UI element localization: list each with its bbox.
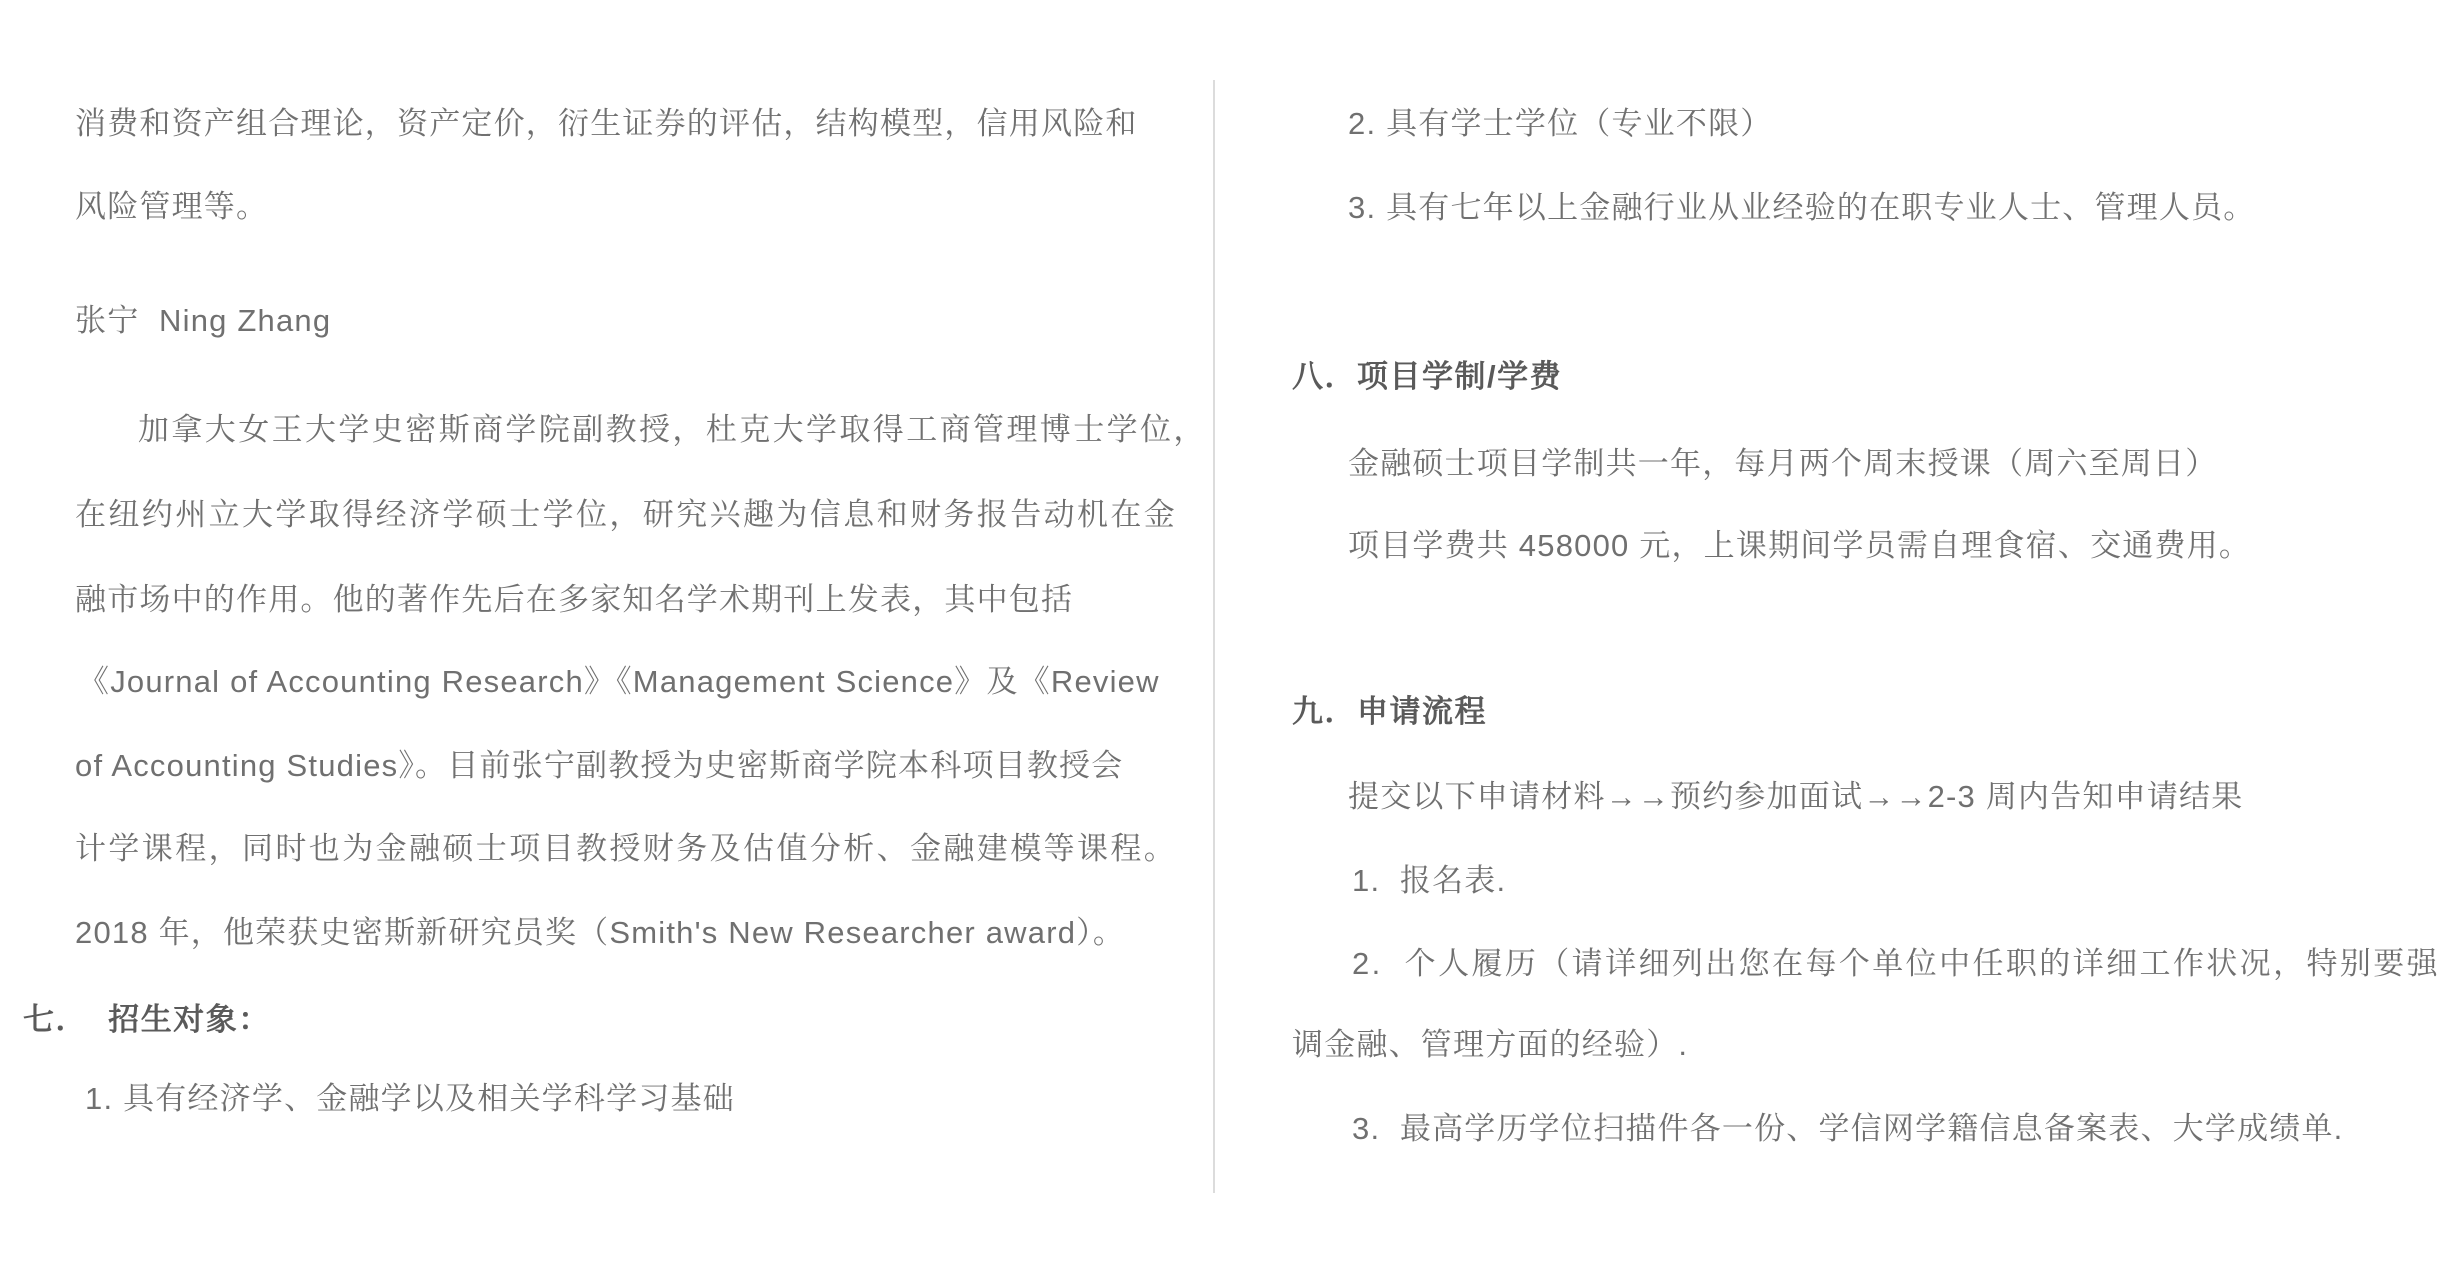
application-material-2: 2. 个人履历（请详细列出您在每个单位中任职的详细工作状况，特别要强 [1352, 946, 2441, 981]
bio-research-areas-line-1: 消费和资产组合理论，资产定价，衍生证券的评估，结构模型，信用风险和 [75, 106, 1138, 141]
application-steps-line: 提交以下申请材料→→预约参加面试→→2-3 周内告知申请结果 [1348, 779, 2244, 814]
section-9-heading-application-process: 九．申请流程 [1292, 694, 1487, 729]
enrollment-item-2: 2. 具有学士学位（专业不限） [1348, 106, 1773, 141]
page-column-divider [1213, 80, 1215, 1193]
application-material-1: 1. 报名表. [1352, 863, 1507, 898]
enrollment-item-3: 3. 具有七年以上金融行业从业经验的在职专业人士、管理人员。 [1348, 190, 2256, 225]
bio-research-areas-line-2: 风险管理等。 [75, 189, 269, 224]
program-duration-line: 金融硕士项目学制共一年，每月两个周末授课（周六至周日） [1348, 446, 2218, 481]
faculty-bio-line-5: of Accounting Studies》。目前张宁副教授为史密斯商学院本科项目教授会 [75, 748, 1124, 783]
program-tuition-line: 项目学费共 458000 元，上课期间学员需自理食宿、交通费用。 [1348, 528, 2252, 563]
faculty-bio-line-1: 加拿大女王大学史密斯商学院副教授，杜克大学取得工商管理博士学位， [138, 412, 1207, 447]
application-material-2-continued: 调金融、管理方面的经验）. [1292, 1027, 1689, 1062]
section-8-heading-duration-tuition: 八．项目学制/学费 [1292, 359, 1563, 394]
faculty-bio-line-4-journals: 《Journal of Accounting Research》《Management Science》及《Review [78, 664, 1160, 699]
faculty-bio-line-3: 融市场中的作用。他的著作先后在多家知名学术期刊上发表，其中包括 [75, 582, 1074, 617]
application-material-3: 3. 最高学历学位扫描件各一份、学信网学籍信息备案表、大学成绩单. [1352, 1111, 2344, 1146]
faculty-bio-line-2: 在纽约州立大学取得经济学硕士学位，研究兴趣为信息和财务报告动机在金 [75, 497, 1178, 532]
faculty-bio-line-7-award: 2018 年，他荣获史密斯新研究员奖（Smith's New Researcher award）。 [75, 915, 1126, 950]
enrollment-item-1: 1. 具有经济学、金融学以及相关学科学习基础 [85, 1081, 735, 1116]
faculty-bio-line-6: 计学课程，同时也为金融硕士项目教授财务及估值分析、金融建模等课程。 [75, 831, 1178, 866]
section-7-heading-enrollment-targets: 七． 招生对象： [23, 1002, 271, 1037]
faculty-name: 张宁 Ning Zhang [75, 303, 332, 338]
